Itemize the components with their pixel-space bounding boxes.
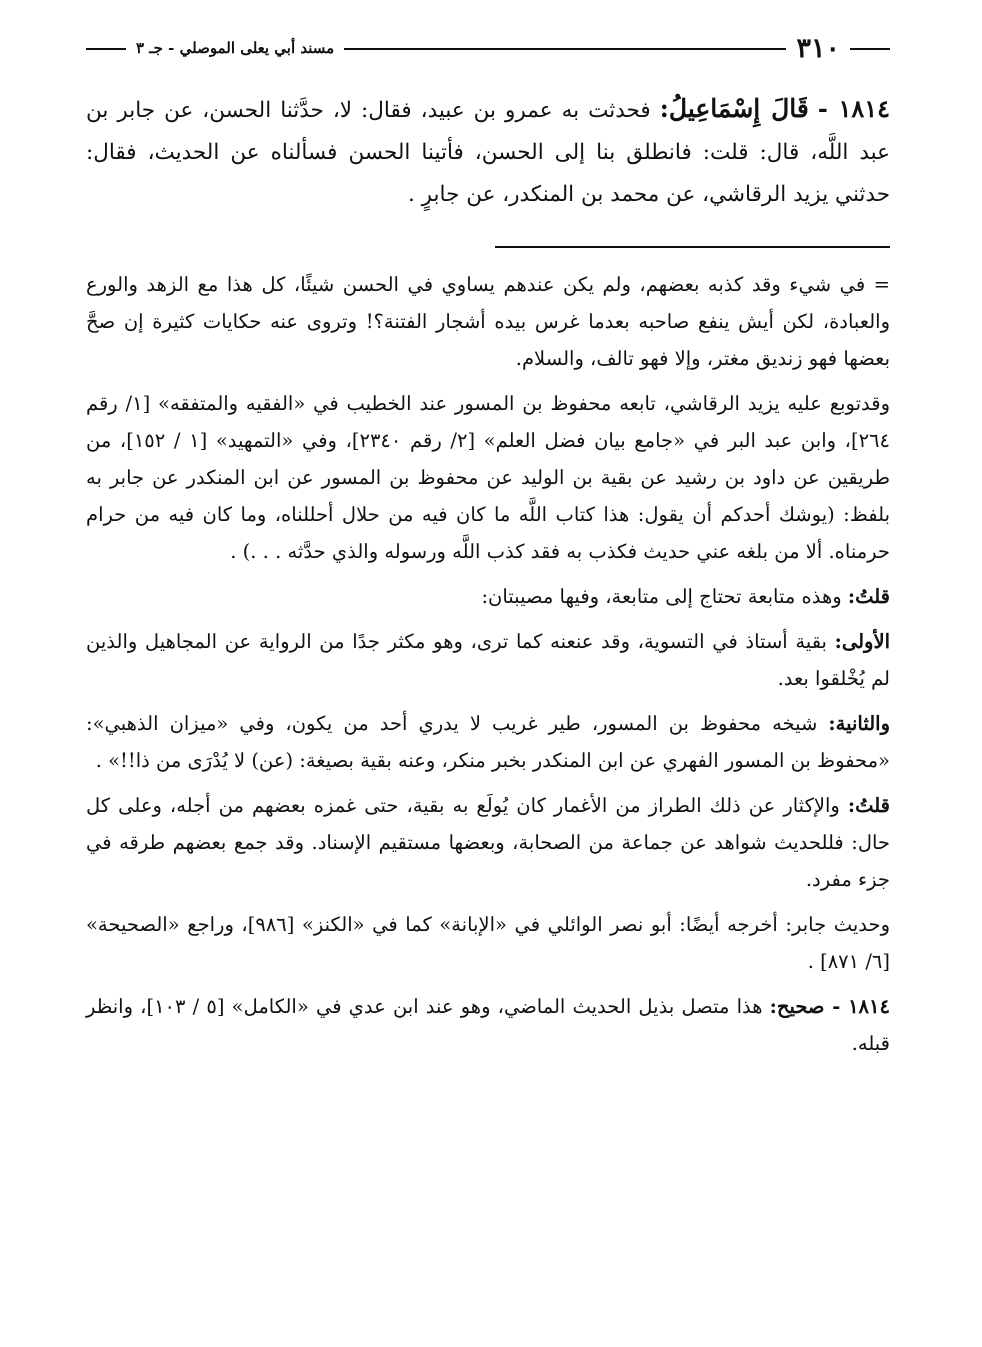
paragraph-text: هذا متصل بذيل الحديث الماضي، وهو عند ابن عدي في «الكامل» [٥ / ١٠٣]، وانظر قبله. xyxy=(86,995,890,1055)
footnotes xyxy=(86,266,890,1062)
book-title: مسند أبي يعلى الموصلي - جـ ٣ xyxy=(136,39,335,57)
hadith-number: ١٨١٤ - xyxy=(817,94,890,123)
paragraph-text: شيخه محفوظ بن المسور، طير غريب لا يدري أحد من يكون، وفي «ميزان الذهبي»: «محفوظ بن المسور الفهري عن ابن المنكدر بخبر منكر، وعنه بقية بصيغة: (عن) لا يُدْرَى من ذا!!» . xyxy=(86,712,890,772)
hadith-text xyxy=(86,88,890,216)
footnote-paragraph: وقدتوبع عليه يزيد الرقاشي، تابعه محفوظ بن المسور عند الخطيب في «الفقيه والمتفقه» [١/ رقم ٢٦٤]، وابن عبد البر في «جامع بيان فضل العلم» [٢/ رقم ٢٣٤٠]، وفي «التمهيد» [١ / ١٥٢]، من طريقين عن داود بن رشيد عن بقية بن الوليد عن محفوظ بن المسور عن ابن المنكدر عن جابر به بلفظ: (يوشك أحدكم أن يقول: هذا كتاب اللَّه ما كان فيه من حلال أحللناه، وما كان فيه من حرام حرمناه. ألا من بلغه عني حديث فكذب به فقد كذب اللَّه ورسوله والذي حدَّثه . . .) . xyxy=(86,392,890,563)
running-header xyxy=(86,30,890,66)
footnote-paragraph: وحديث جابر: أخرجه أيضًا: أبو نصر الوائلي في «الإبانة» كما في «الكنز» [٩٨٦]، وراجع «الصحيحة» [٦/ ٨٧١] . xyxy=(86,913,890,973)
footnote-paragraph xyxy=(86,623,890,697)
paragraph-lead: الأولى: xyxy=(834,630,890,653)
paragraph-text: والإكثار عن ذلك الطراز من الأغمار كان يُولَع به بقية، حتى غمزه بعضهم من أجله، وعلى كل حال: فللحديث شواهد عن جماعة من الصحابة، وبعضها مستقيم الإسناد. وقد جمع بعضهم طرقه في جزء مفرد. xyxy=(86,794,890,891)
footnote-paragraph xyxy=(86,705,890,779)
page-number: ٣١٠ xyxy=(796,32,840,64)
header-rule xyxy=(86,48,126,50)
header-rule xyxy=(344,48,786,50)
paragraph-lead: قلتُ: xyxy=(847,585,890,608)
footnote-paragraph xyxy=(86,578,890,615)
footnote-paragraph: = في شيء وقد كذبه بعضهم، ولم يكن عندهم يساوي في الحسن شيئًا، كل هذا مع الزهد والورع والعبادة، لكن أيش ينفع صاحبه بعدما غرس بيده أشجار الفتنة؟! وتروى عنه حكايات كثيرة إن صحَّ بعضها فهو زنديق مغتر، وإلا فهو تالف، والسلام. xyxy=(86,273,890,370)
hadith-speaker: قَالَ إِسْمَاعِيلُ: xyxy=(659,94,809,123)
footnote-paragraph xyxy=(86,988,890,1062)
footnote-paragraph xyxy=(86,787,890,898)
header-rule xyxy=(850,48,890,50)
footnote-divider xyxy=(495,246,890,248)
paragraph-text: وهذه متابعة تحتاج إلى متابعة، وفيها مصيبتان: xyxy=(481,585,842,608)
paragraph-lead: قلتُ: xyxy=(847,794,890,817)
hadith-body: فحدثت به عمرو بن عبيد، فقال: لا، حدَّثنا الحسن، عن جابر بن عبد اللَّه، قال: قلت: فانطلق بنا إلى الحسن، فأتينا الحسن فسألناه عن الحديث، فقال: حدثني يزيد الرقاشي، عن محمد بن المنكدر، عن جابرٍ . xyxy=(86,98,890,207)
paragraph-text: بقية أستاذ في التسوية، وقد عنعنه كما ترى، وهو مكثر جدًا من الرواية عن المجاهيل والذين لم يُخْلقوا بعد. xyxy=(86,630,890,690)
paragraph-lead: والثانية: xyxy=(828,712,890,735)
paragraph-lead: ١٨١٤ - صحيح: xyxy=(769,995,890,1018)
